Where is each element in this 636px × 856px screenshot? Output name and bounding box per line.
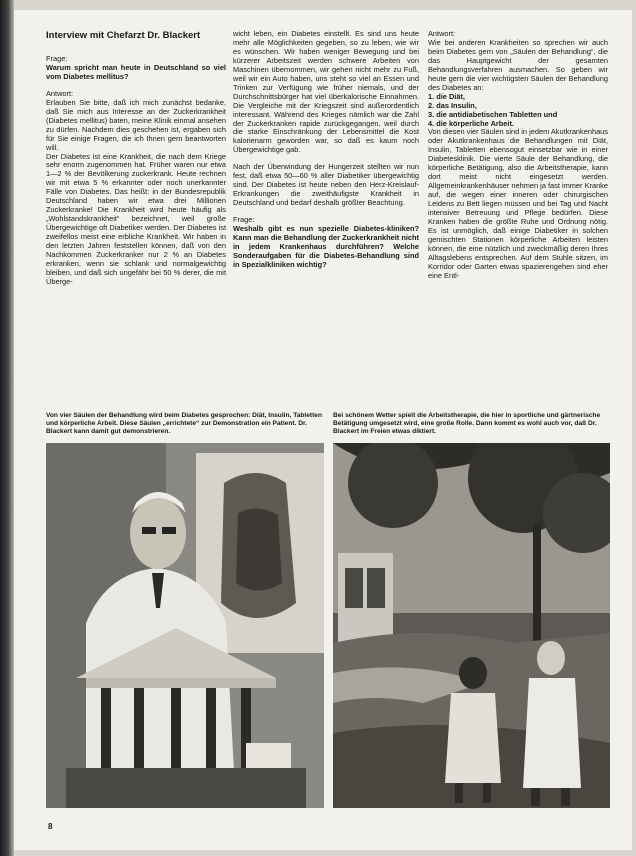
text-column-2 xyxy=(233,30,419,270)
question-text: Warum spricht man heute in Deutschland so viel vom Diabetes mellitus? xyxy=(46,62,226,81)
list-item: 2. das Insulin, xyxy=(428,100,477,110)
answer-paragraph: Erlauben Sie bitte, daß ich mich zunächst bedanke, daß Sie mich aus Interesse an der Zuckerkrankheit (Diabetes mellitus) baten, meine Klinik einmal ansehen zu dürfen. Nachdem dies geschehen ist, ergaben sich für Sie einige Fragen, die ich Ihnen gern beantworten will. xyxy=(46,97,226,152)
question-text: Weshalb gibt es nun spezielle Diabetes-kliniken? Kann man die Behandlung der Zuckerkrankheit nicht in jedem Krankenhaus durchführen? Welche Sonderaufgaben für die Diabetes-Behandlung sind in Spezialkliniken wichtig? xyxy=(233,224,419,269)
answer-paragraph: Wie bei anderen Krankheiten so sprechen wir auch beim Diabetes gern von „Säulen der Behandlung“, die das Hauptgewicht der gesamten Behandlungsverfahren ausmachen. So geben wir heute gern die vier wichtigsten Säulen der Behandlung des Diabetes an: xyxy=(428,37,608,92)
answer-paragraph: Von diesen vier Säulen sind in jedem Akutkrankenhaus oder Akutkrankenhaus die Behandlungen mit Diät, Insulin, Tabletten ebensogut einsetzbar wie in einer Diabetesklinik. Die vierte Säule der Behandlung, die körperliche Betätigung, also die Arbeitstherapie, kann dort meist nicht eingesetzt werden. Allgemeinkrankenhäuser nehmen ja fast immer Kranke auf, die wegen einer inneren oder chirurgischen Leidens zu Bett liegen müssen und bei Tag und Nacht intensiver Betreuung und Pflege bedürfen. Diese Kranken haben die größte Ruhe und Ordnung nötig. Es ist unmöglich, daß einige Diabetiker in solchen gemischten Stationen körperliche Arbeiten leisten können, die eine nützlich und zweckmäßig deren Ihres Alltagslebens entsprechen. Auf dem Stuhle sitzen, im Korridor oder Garten etwas spazierengehen sind eher eine Entl- xyxy=(428,127,608,280)
body-paragraph: wicht leben, ein Diabetes einstellt. Es sind uns heute mehr alle Möglichkeiten gegeben, so zu leben, wie wir es wünschen. Wir haben weniger Bewegung und bei kürzerer Arbeitszeit werden schwere Arbeiten von Maschinen übernommen, wir gehen nicht mehr zu Fuß, weil wir ein Auto haben, uns steht so viel an Essen und Trinken zur Verfügung wie früher niemals, und der Durchschnittsbürger hat viel überkalorische Einnahmen. Die Vergleiche mit der Kriegszeit sind außerordentlich interessant. Während des Krieges nämlich war die Zahl der Zuckerkranken rapide zurückgegangen, weil durch die starke Einschränkung der Lebensmittel die Kost kalorienarm geworden war, so daß es kaum noch Übergewichtige gab. xyxy=(233,29,419,155)
question-label: Frage: xyxy=(46,54,68,63)
book-spine xyxy=(0,0,14,856)
answer-paragraph: Der Diabetes ist eine Krankheit, die nach dem Kriege sehr enorm zugenommen hat. Früher waren nur etwa 1—2 % der Bevölkerung zuckerkrank. Heute rechnen wir mit etwa 5 % erkannter oder noch unerkannter Fälle von Diabetes. Das heißt: in der Bundesrepublik Deutschland haben wir etwa drei Millionen Zuckerkranke! Die Krankheit wird heute häufig als „Wohlstandskrankheit“ bezeichnet, weil große Übergewichtige oft Diabetiker werden. Der Diabetes ist zweifellos meist eine erbliche Krankheit. Wir haben in den letzten Jahren feststellen können, daß von den Nachkommen Zuckerkranker nur 2 % an Diabetes erkranken, wenn sie schlank und normalgewichtig bleiben, und daß sich ungefähr bei 50 % derer, die mit Überge- xyxy=(46,151,226,286)
page-number: 8 xyxy=(48,822,53,831)
article-title: Interview mit Chefarzt Dr. Blackert xyxy=(46,30,201,41)
list-item: 3. die antidiabetischen Tabletten und xyxy=(428,109,558,119)
answer-label: Antwort: xyxy=(46,88,74,98)
answer-label: Antwort: xyxy=(428,29,456,38)
photo-caption-left: Von vier Säulen der Behandlung wird beim Diabetes gesprochen: Diät, Insulin, Tabletten und körperliche Arbeit. Diese Säulen „errichtete“ zur Demonstration ein Patient. Dr. Blackert kann damit gut demonstrieren. xyxy=(46,412,323,436)
list-item: 4. die körperliche Arbeit. xyxy=(428,118,514,128)
photo-garden-therapy-image xyxy=(333,443,610,808)
text-column-1 xyxy=(46,30,226,287)
photo-garden-therapy xyxy=(333,443,610,808)
list-item: 1. die Diät, xyxy=(428,91,465,101)
photo-doctor-with-model xyxy=(46,443,324,808)
text-column-3 xyxy=(428,30,608,281)
question-label: Frage: xyxy=(233,215,255,225)
body-paragraph: Nach der Überwindung der Hungerzeit stellten wir nun fest, daß etwa 50—60 % aller Diabetiker übergewichtig sind. Der Diabetes ist heute neben den Herz-Kreislauf-Erkrankungen die zweithäufigste Krankheit in Deutschland und bedarf deshalb größter Beachtung. xyxy=(233,162,419,208)
photo-doctor-with-model-image xyxy=(46,443,324,808)
photo-caption-right: Bei schönem Wetter spielt die Arbeitstherapie, die hier in sportliche und gärtnerische Betätigung umgesetzt wird, eine große Rolle. Dann kommt es wohl auch vor, daß Dr. Blackert im Freien etwas diktiert. xyxy=(333,412,601,436)
